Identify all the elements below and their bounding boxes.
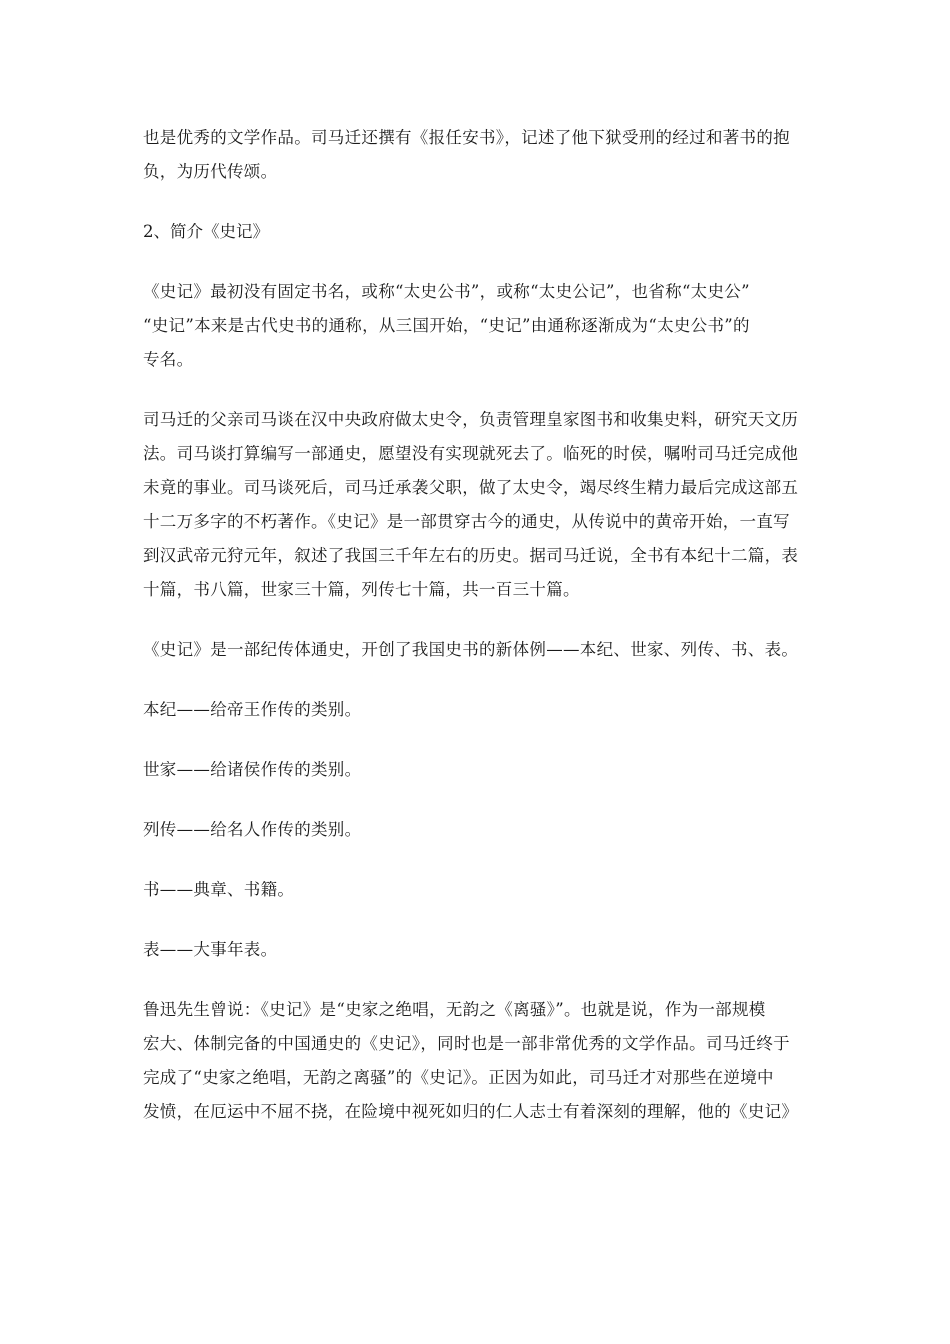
- text-line: 完成了“史家之绝唱，无韵之离骚”的《史记》。正因为如此，司马迁才对那些在逆境中: [143, 1068, 774, 1087]
- text-line: 专名。: [143, 350, 194, 369]
- section-heading: [143, 215, 808, 249]
- section-heading-text: 2、简介《史记》: [143, 222, 269, 241]
- text-line: 十二万多字的不朽著作。《史记》是一部贯穿古今的通史，从传说中的黄帝开始，一直写: [143, 512, 790, 531]
- text-line: 《史记》最初没有固定书名，或称“太史公书”，或称“太史公记”，也省称“太史公”: [143, 282, 750, 301]
- text-line: 十篇，书八篇，世家三十篇，列传七十篇，共一百三十篇。: [143, 580, 580, 599]
- paragraph-baorenanshu: [143, 121, 808, 189]
- definition-shijia: [143, 753, 808, 787]
- paragraph-sima-tan: [143, 403, 808, 607]
- definition-shu: [143, 873, 808, 907]
- definition-benji: [143, 693, 808, 727]
- text-line: 鲁迅先生曾说：《史记》是“史家之绝唱，无韵之《离骚》”。也就是说，作为一部规模: [143, 1000, 766, 1019]
- text-line: 书——典章、书籍。: [143, 880, 295, 899]
- paragraph-genre: [143, 633, 808, 667]
- text-line: 本纪——给帝王作传的类别。: [143, 700, 362, 719]
- text-line: 列传——给名人作传的类别。: [143, 820, 362, 839]
- document-body: [143, 121, 808, 1155]
- definition-biao: [143, 933, 808, 967]
- text-line: 表——大事年表。: [143, 940, 278, 959]
- text-line: 也是优秀的文学作品。司马迁还撰有《报任安书》，记述了他下狱受刑的经过和著书的抱: [143, 128, 790, 147]
- paragraph-luxun-quote: [143, 993, 808, 1129]
- text-line: 发愤，在厄运中不屈不挠，在险境中视死如归的仁人志士有着深刻的理解，他的《史记》: [143, 1102, 799, 1121]
- text-line: 法。司马谈打算编写一部通史，愿望没有实现就死去了。临死的时侯，嘱咐司马迁完成他: [143, 444, 799, 463]
- text-line: 到汉武帝元狩元年，叙述了我国三千年左右的历史。据司马迁说，全书有本纪十二篇，表: [143, 546, 799, 565]
- text-line: 《史记》是一部纪传体通史，开创了我国史书的新体例——本纪、世家、列传、书、表。: [143, 640, 799, 659]
- definition-liezhuan: [143, 813, 808, 847]
- text-line: 宏大、体制完备的中国通史的《史记》，同时也是一部非常优秀的文学作品。司马迁终于: [143, 1034, 790, 1053]
- text-line: “史记”本来是古代史书的通称，从三国开始，“史记”由通称逐渐成为“太史公书”的: [143, 316, 750, 335]
- text-line: 世家——给诸侯作传的类别。: [143, 760, 362, 779]
- text-line: 未竟的事业。司马谈死后，司马迁承袭父职，做了太史令，竭尽终生精力最后完成这部五: [143, 478, 799, 497]
- paragraph-book-title: [143, 275, 808, 377]
- text-line: 司马迁的父亲司马谈在汉中央政府做太史令，负责管理皇家图书和收集史料，研究天文历: [143, 410, 799, 429]
- text-line: 负，为历代传颂。: [143, 162, 278, 181]
